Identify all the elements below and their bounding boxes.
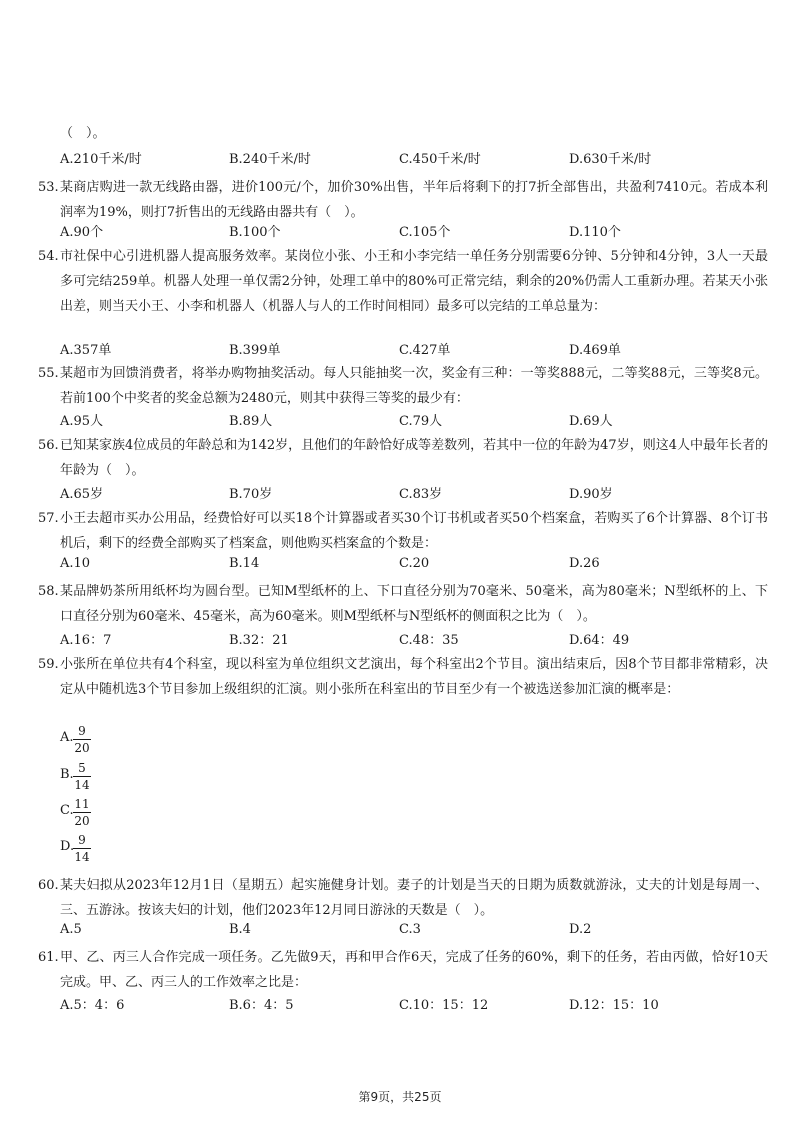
option-a: A.10 (60, 556, 91, 571)
option-a: A.95人 (60, 414, 104, 429)
numerator: 9 (73, 724, 91, 740)
question-number: 61. (38, 950, 59, 965)
denominator: 14 (74, 778, 90, 792)
option-b: B.14 (229, 556, 260, 571)
denominator: 20 (74, 741, 90, 755)
option-c: C.10：15：12 (399, 998, 489, 1013)
q55-options (60, 410, 760, 430)
q56-options (60, 483, 760, 503)
q59-option-c (60, 797, 140, 831)
q52-stem-end: （ ）。 (60, 126, 106, 141)
page-footer: 第9页，共25页 (358, 1090, 442, 1104)
q59-option-a (60, 724, 140, 758)
option-c: C.105个 (399, 225, 451, 240)
question-59 (38, 652, 768, 702)
option-b: B.4 (229, 922, 251, 937)
question-number: 53. (38, 180, 59, 195)
q61-options (60, 994, 760, 1014)
option-b: B.399单 (229, 343, 281, 358)
question-text: 小王去超市买办公用品，经费恰好可以买18个计算器或者买30个订书机或者买50个档案盒，若购买了6个计算器、8个订书机后，剩下的经费全部购买了档案盒，则他购买档案盒的个数是： (60, 511, 768, 551)
option-b: B.100个 (229, 225, 281, 240)
question-60 (38, 873, 768, 923)
option-c: C.427单 (399, 343, 451, 358)
q59-option-b (60, 761, 140, 795)
question-54 (38, 244, 768, 319)
question-58 (38, 579, 768, 629)
question-number: 58. (38, 584, 59, 599)
option-a: A.90个 (60, 225, 104, 240)
option-b: B.6：4：5 (229, 998, 294, 1013)
question-text: 小张所在单位共有4个科室，现以科室为单位组织文艺演出，每个科室出2个节目。演出结束后，因8个节目都非常精彩，决定从中随机选3个节目参加上级组织的汇演。则小张所在科室出的节目至少有一个被选送参加汇演的概率是： (60, 657, 768, 697)
option-b: B.70岁 (229, 487, 273, 502)
option-d: D.630千米/时 (569, 152, 652, 167)
option-a: A.16：7 (60, 633, 112, 648)
question-61 (38, 945, 768, 995)
question-55 (38, 361, 768, 411)
option-d: D.110个 (569, 225, 621, 240)
question-53 (38, 175, 768, 225)
option-a: A.210千米/时 (60, 152, 142, 167)
option-c: C.20 (399, 556, 430, 571)
option-d: D.90岁 (569, 487, 613, 502)
numerator: 9 (73, 833, 91, 849)
question-text: 某品牌奶茶所用纸杯均为圆台型。已知M型纸杯的上、下口直径分别为70毫米、50毫米，高为80毫米；N型纸杯的上、下口直径分别为60毫米、45毫米，高为60毫米。则M型纸杯与N型纸杯的侧面积之比为（ ）。 (60, 584, 768, 624)
option-label: D. (60, 839, 75, 854)
option-d: D.2 (569, 922, 592, 937)
question-number: 55. (38, 366, 59, 381)
option-c: C.450千米/时 (399, 152, 481, 167)
denominator: 14 (74, 850, 90, 864)
fraction (73, 833, 91, 865)
question-number: 54. (38, 249, 59, 264)
q53-options (60, 221, 760, 241)
question-text: 某超市为回馈消费者，将举办购物抽奖活动。每人只能抽奖一次，奖金有三种：一等奖888元，二等奖88元，三等奖8元。若前100个中奖者的奖金总额为2480元，则其中获得三等奖的最少有： (60, 366, 768, 406)
q60-options (60, 922, 760, 942)
q54-options (60, 339, 760, 359)
fraction (73, 797, 91, 829)
fraction (73, 761, 91, 793)
option-c: C.83岁 (399, 487, 443, 502)
question-56 (38, 433, 768, 483)
numerator: 5 (73, 761, 91, 777)
question-57 (38, 506, 768, 556)
option-a: A.65岁 (60, 487, 104, 502)
option-c: C.3 (399, 922, 421, 937)
option-a: A.357单 (60, 343, 112, 358)
option-label: B. (60, 767, 74, 782)
option-label: C. (60, 803, 74, 818)
option-a: A.5 (60, 922, 82, 937)
question-number: 57. (38, 511, 59, 526)
q59-option-d (60, 833, 140, 867)
question-text: 甲、乙、丙三人合作完成一项任务。乙先做9天，再和甲合作6天，完成了任务的60%，剩下的任务，若由丙做，恰好10天完成。甲、乙、丙三人的工作效率之比是： (60, 950, 768, 990)
question-number: 59. (38, 657, 59, 672)
question-text: 已知某家族4位成员的年龄总和为142岁，且他们的年龄恰好成等差数列，若其中一位的年龄为47岁，则这4人中最年长者的年龄为（ ）。 (60, 438, 768, 478)
option-d: D.26 (569, 556, 600, 571)
option-d: D.64：49 (569, 633, 630, 648)
numerator: 11 (74, 797, 90, 811)
denominator: 20 (74, 814, 90, 828)
q52-options (60, 148, 760, 168)
question-number: 60. (38, 878, 59, 893)
option-b: B.32：21 (229, 633, 289, 648)
question-number: 56. (38, 438, 59, 453)
option-d: D.12：15：10 (569, 998, 659, 1013)
q58-options (60, 629, 760, 649)
q57-options (60, 556, 760, 576)
option-c: C.48：35 (399, 633, 459, 648)
option-b: B.89人 (229, 414, 273, 429)
option-a: A.5：4：6 (60, 998, 125, 1013)
fraction (73, 724, 91, 756)
option-d: D.69人 (569, 414, 613, 429)
question-text: 某夫妇拟从2023年12月1日（星期五）起实施健身计划。妻子的计划是当天的日期为质数就游泳，丈夫的计划是每周一、三、五游泳。按该夫妇的计划，他们2023年12月同日游泳的天数是（ ）。 (60, 878, 768, 918)
question-text: 某商店购进一款无线路由器，进价100元/个，加价30%出售，半年后将剩下的打7折全部售出，共盈利7410元。若成本利润率为19%，则打7折售出的无线路由器共有（ ）。 (60, 180, 768, 220)
option-b: B.240千米/时 (229, 152, 311, 167)
question-text: 市社保中心引进机器人提高服务效率。某岗位小张、小王和小李完结一单任务分别需要6分钟、5分钟和4分钟，3人一天最多可完结259单。机器人处理一单仅需2分钟，处理工单中的80%可正常完结，剩余的20%仍需人工重新办理。若某天小张出差，则当天小王、小李和机器人（机器人与人的工作时间相同）最多可以完结的工单总量为： (60, 249, 768, 314)
option-d: D.469单 (569, 343, 621, 358)
option-label: A. (60, 730, 74, 745)
option-c: C.79人 (399, 414, 443, 429)
